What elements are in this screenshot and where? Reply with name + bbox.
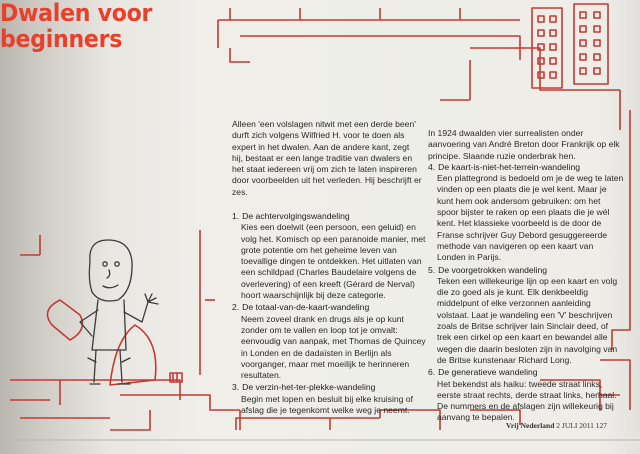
walk-section-title: De kaart-is-niet-het-terrein-wandeling xyxy=(438,161,581,172)
walk-section-number: 3. xyxy=(232,382,240,393)
walk-section xyxy=(428,265,624,367)
walk-section-number: 6. xyxy=(428,367,436,378)
walk-section-title: De voorgetrokken wandeling xyxy=(438,264,548,275)
walk-section xyxy=(428,162,624,264)
page-footer xyxy=(506,421,607,430)
title-line-2: beginners xyxy=(0,25,123,53)
walk-section xyxy=(428,367,624,423)
title-line-1: Dwalen voor xyxy=(0,0,153,27)
walk-section-heading xyxy=(428,367,624,378)
walk-section-number: 2. xyxy=(232,302,240,313)
article-title xyxy=(0,0,193,52)
walk-section-title: De verzin-het-ter-plekke-wandeling xyxy=(242,382,376,393)
walk-section-body: Teken een willekeurige lijn op een kaart en volg die zo goed als je kunt. Elk denkbeeldig middelpunt of elke verzonnen aanleiding volstaat. Laat je wandeling een 'V' beschrijven zoals de Britse schrijver Iain Sinclair deed, of trek een cirkel op een kaart en bewandel alle wegen die daarin besloten zijn in navolging van de Britse kunstenaar Richard Long. xyxy=(437,275,618,365)
walk-section-body: Begin met lopen en besluit bij elke kruising of afslag die je tegenkomt welke weg je neemt. xyxy=(241,393,413,416)
walk-section xyxy=(232,211,428,301)
article-intro: Alleen 'een volslagen nitwit met een derde been' durft zich volgens Wilfried H. voor te doen als expert in het dwalen. Aan de andere kant, zegt hij, bestaat er een lange traditie van dwalers en het staat iedereen vrij om zich te laten inspireren door voorbeelden uit het verleden. Hij beschrijft er zes. xyxy=(232,119,422,197)
walk-section-number: 4. xyxy=(428,161,436,172)
walk-section-heading xyxy=(428,265,624,276)
cartoon-man xyxy=(80,240,158,384)
walk-section xyxy=(232,382,428,416)
maze-lines-top xyxy=(218,8,520,48)
column-right-lead: In 1924 dwaalden vier surrealisten onder aanvoering van André Breton door Frankrijk op elk principe. Slaande ruzie onderbrak hen. xyxy=(428,128,620,161)
walk-section-heading xyxy=(232,211,428,222)
column-left xyxy=(232,211,428,417)
walk-section-title: De totaal-van-de-kaart-wandeling xyxy=(242,302,370,313)
walk-section-heading xyxy=(428,162,624,173)
walk-section-body: Een plattegrond is bedoeld om je de weg te laten vinden op een plaats die je wel kent. Maar je kunt hem ook andersom gebruiken: om het spoor bijster te raken op een plaats die je wél kent. Het klassieke voorbeeld is de door de Franse schrijver Guy Debord gesuggereerde methode van navigeren op een kaart van Londen in Parijs. xyxy=(437,173,624,263)
walk-section-title: De achtervolgingswandeling xyxy=(242,211,350,221)
walk-section-body: Kies een doelwit (een persoon, een geluid) en volg het. Komisch op een paranoide manier, met grote potentie om het geheime leven van toevallige dingen te ontdekken. Het uitlaten van een schildpad (Charles Baudelaire volgens de overlevering) of een kreeft (Gérard de Nerval) hoort waarschijnlijk bij deze categorie. xyxy=(241,222,426,301)
walk-section-title: De generatieve wandeling xyxy=(438,367,538,378)
walk-section-heading xyxy=(232,382,428,393)
building-right xyxy=(574,4,608,84)
walk-section xyxy=(232,302,428,381)
walk-section-number: 5. xyxy=(428,264,436,275)
walk-section-body: Neem zoveel drank en drugs als je op kunt zonder om te vallen en loop tot je omvalt: eenvoudig van aanpak, met Thomas de Quincey in Londen en de dadaïsten in Berlijn als voorganger, maar met moeilijk te herinneren resultaten. xyxy=(241,313,426,381)
page-number: 127 xyxy=(595,421,608,430)
issue-date: 2 JULI 2011 xyxy=(556,421,594,430)
magazine-name: Vrij Nederland xyxy=(506,421,555,430)
column-right xyxy=(428,128,624,425)
walk-section-number: 1. xyxy=(232,211,240,221)
walk-section-heading xyxy=(232,302,428,313)
walk-section-body: Het bekendst als haiku: tweede straat links, eerste straat rechts, derde straat links, herhaal. De nummers en de afslagen zijn willekeurig bij aanvang te bepalen. xyxy=(437,378,617,423)
